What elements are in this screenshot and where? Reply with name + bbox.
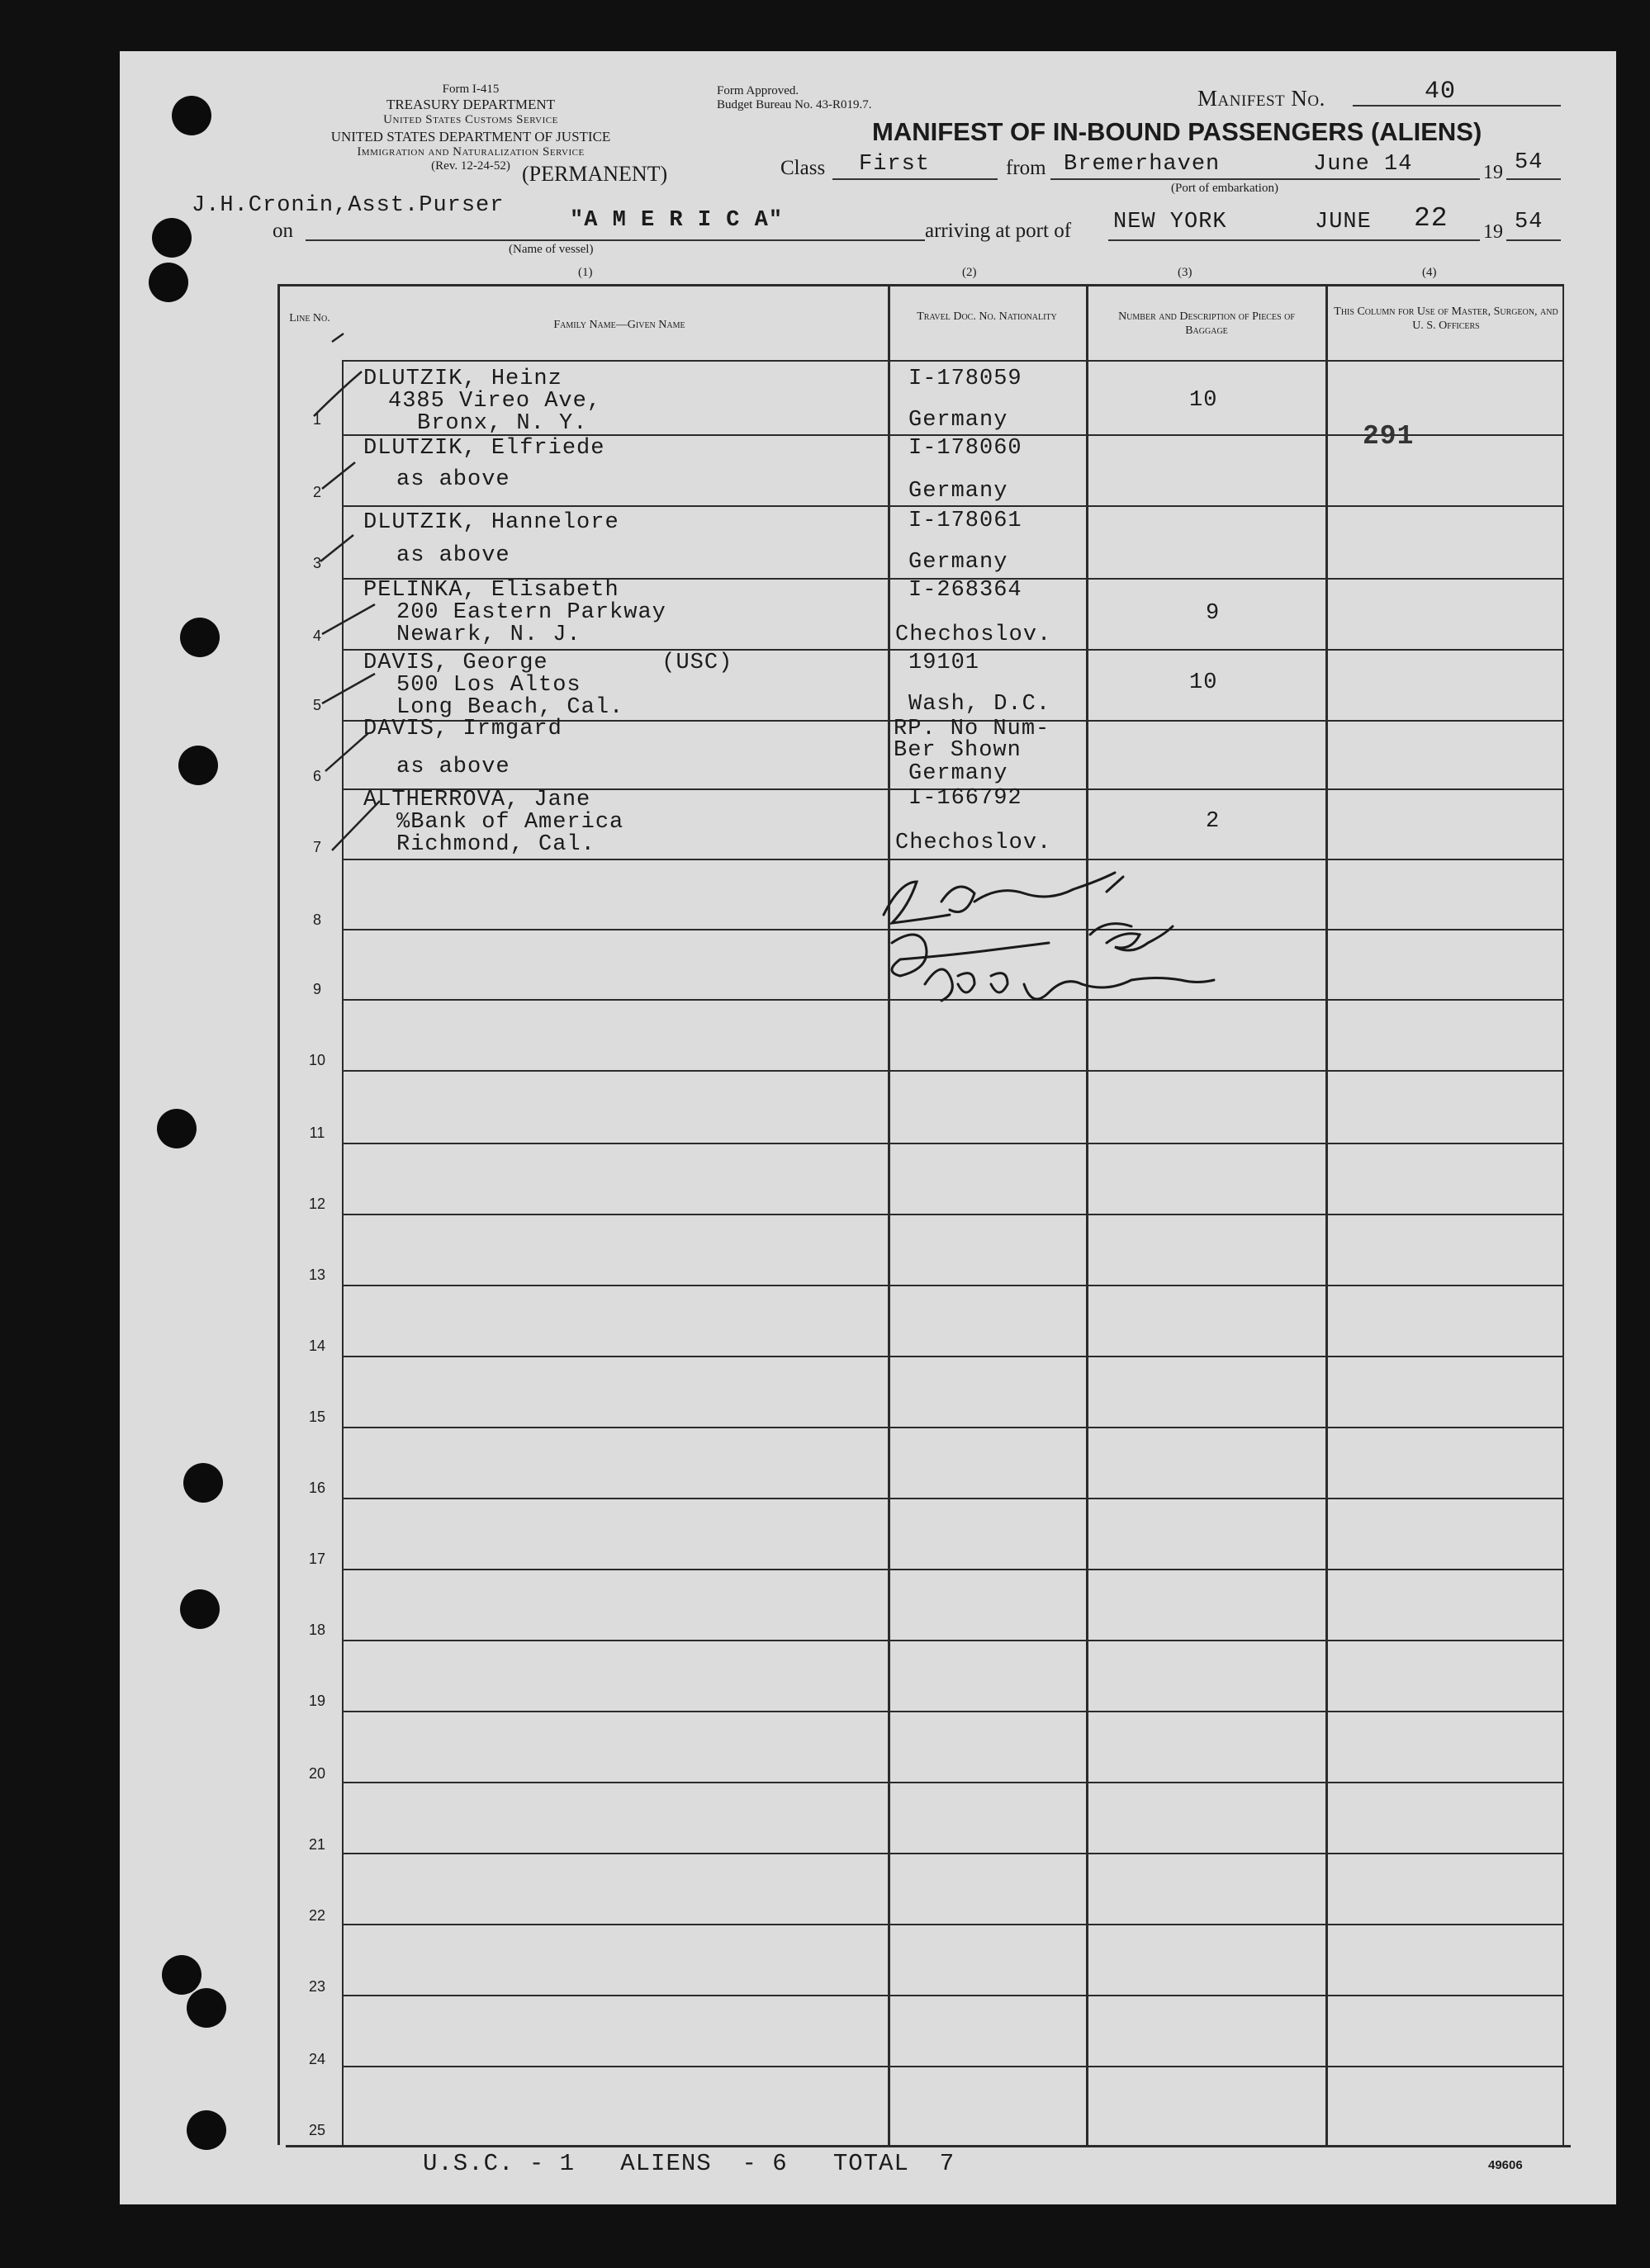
nationality: Germany <box>908 408 1008 433</box>
table-row <box>363 368 601 435</box>
passenger-name: DAVIS, Irmgard <box>363 717 562 741</box>
port-of-arrival: NEW YORK <box>1113 210 1227 234</box>
customs-service: United States Customs Service <box>383 112 558 126</box>
punch-hole <box>152 218 192 258</box>
passenger-address: Long Beach, Cal. <box>396 695 624 720</box>
passenger-address: 200 Eastern Parkway <box>396 600 666 625</box>
travel-doc-number: 19101 <box>908 651 980 675</box>
form-department-block <box>339 83 603 127</box>
line-number: 2 <box>312 484 321 500</box>
passenger-address: Newark, N. J. <box>396 623 581 647</box>
year-prefix: 19 <box>1483 162 1503 183</box>
nationality: Chechoslov. <box>895 623 1052 647</box>
baggage-count: 9 <box>1206 601 1221 626</box>
travel-doc-number: I-178060 <box>908 436 1022 461</box>
line-number: 5 <box>312 697 321 713</box>
punch-hole <box>178 746 218 785</box>
passenger-address: as above <box>396 543 510 568</box>
punch-hole <box>187 2110 226 2150</box>
approval-block <box>717 84 871 113</box>
arriving-label: arriving at port of <box>925 220 1072 242</box>
nationality: Wash, D.C. <box>908 692 1051 717</box>
line-number: 6 <box>312 768 321 784</box>
line-number: 4 <box>312 627 321 644</box>
revision-date: (Rev. 12-24-52) <box>431 159 510 173</box>
arrival-day: 22 <box>1414 203 1448 234</box>
baggage-count: 10 <box>1189 670 1218 695</box>
column-header-travel-doc: Travel Doc. No. Nationality <box>917 310 1057 323</box>
line-number: 16 <box>308 1480 326 1496</box>
punch-hole <box>157 1109 197 1148</box>
class-label: Class <box>780 157 826 179</box>
line-number: 11 <box>309 1125 325 1141</box>
official-mark: 291 <box>1363 421 1415 452</box>
passenger-address: 4385 Vireo Ave, <box>388 389 602 414</box>
column-number: (3) <box>1178 266 1192 279</box>
column-header-baggage: Number and Description of Pieces of Baggage <box>1118 310 1295 337</box>
vessel-caption: (Name of vessel) <box>509 243 594 256</box>
passenger-address: Bronx, N. Y. <box>417 411 588 436</box>
table-row <box>363 652 733 719</box>
travel-doc-number: RP. No Num- <box>894 717 1050 741</box>
doj-name: UNITED STATES DEPARTMENT OF JUSTICE <box>330 129 611 144</box>
line-number: 22 <box>308 1907 326 1924</box>
nationality: Germany <box>908 479 1008 504</box>
embarkation-date: June 14 <box>1313 152 1413 177</box>
manifest-title: MANIFEST OF IN-BOUND PASSENGERS (ALIENS) <box>872 117 1482 146</box>
arrival-year: 54 <box>1515 210 1543 234</box>
travel-doc-note: Ber Shown <box>894 738 1022 763</box>
line-number: 21 <box>308 1836 326 1853</box>
embarkation-year: 54 <box>1515 150 1543 175</box>
column-number: (2) <box>962 266 977 279</box>
line-number: 10 <box>308 1052 326 1068</box>
punch-hole <box>180 1589 220 1629</box>
punch-hole <box>183 1463 223 1503</box>
budget-bureau: Budget Bureau No. 43-R019.7. <box>717 98 872 112</box>
baggage-count: 2 <box>1206 809 1221 834</box>
inspector-signature <box>867 869 1280 1025</box>
line-number: 18 <box>308 1622 326 1638</box>
form-number: Form I-415 <box>442 83 500 96</box>
line-number: 23 <box>308 1978 326 1995</box>
passenger-address: as above <box>396 755 510 779</box>
line-number: 24 <box>308 2051 326 2067</box>
line-number: 7 <box>312 839 321 855</box>
passenger-address: as above <box>396 467 510 492</box>
department-name: TREASURY DEPARTMENT <box>386 97 556 113</box>
passenger-name: ALTHERROVA, Jane <box>363 788 591 812</box>
line-number: 25 <box>308 2122 326 2138</box>
column-header-name: Family Name—Given Name <box>553 319 685 331</box>
passenger-name: DLUTZIK, Elfriede <box>363 436 605 461</box>
line-number: 9 <box>312 981 321 997</box>
form-approved: Form Approved. <box>717 84 799 97</box>
passenger-address: %Bank of America <box>396 810 624 835</box>
travel-doc-number: I-268364 <box>908 578 1022 603</box>
column-header-official-use: This Column for Use of Master, Surgeon, and U. S. Officers <box>1334 305 1558 332</box>
on-label: on <box>273 220 293 242</box>
line-number: 19 <box>308 1693 326 1709</box>
passenger-name: PELINKA, Elisabeth <box>363 578 619 603</box>
punch-hole <box>162 1955 202 1995</box>
nationality: Germany <box>908 761 1008 786</box>
punch-hole <box>180 618 220 657</box>
passenger-address: Richmond, Cal. <box>396 832 595 857</box>
table-row <box>363 580 666 646</box>
check-marks <box>281 314 380 908</box>
passenger-totals: U.S.C. - 1 ALIENS - 6 TOTAL 7 <box>423 2150 955 2177</box>
column-header-line-no: Line No. <box>289 312 330 324</box>
manifest-number-label: Manifest No. <box>1197 86 1325 111</box>
passenger-name: DLUTZIK, Heinz <box>363 367 562 391</box>
travel-doc-number: I-178061 <box>908 509 1022 533</box>
class-value: First <box>859 152 931 177</box>
port-caption: (Port of embarkation) <box>1171 182 1278 195</box>
line-number: 1 <box>312 411 321 428</box>
nationality: Chechoslov. <box>895 831 1052 855</box>
travel-doc-number: I-178059 <box>908 367 1022 391</box>
column-number: (4) <box>1422 266 1437 279</box>
year-prefix: 19 <box>1483 221 1503 243</box>
punch-hole <box>172 96 211 135</box>
line-number: 17 <box>308 1551 326 1567</box>
purser-name: J.H.Cronin,Asst.Purser <box>192 193 505 218</box>
baggage-count: 10 <box>1189 388 1218 413</box>
passenger-name: DAVIS, George (USC) <box>363 651 733 675</box>
permanent-label: (PERMANENT) <box>522 162 668 186</box>
port-of-embarkation: Bremerhaven <box>1064 152 1221 177</box>
form-print-code: 49606 <box>1488 2158 1523 2172</box>
line-number: 8 <box>312 911 321 928</box>
travel-doc-number: I-166792 <box>908 786 1022 811</box>
punch-hole <box>149 263 188 302</box>
passenger-name: DLUTZIK, Hannelore <box>363 510 619 535</box>
line-number: 20 <box>308 1765 326 1782</box>
vessel-name: "A M E R I C A" <box>570 208 784 233</box>
passenger-address: 500 Los Altos <box>396 673 581 698</box>
line-number: 14 <box>308 1338 326 1354</box>
from-label: from <box>1006 157 1046 179</box>
column-number: (1) <box>578 266 593 279</box>
table-row <box>363 789 623 856</box>
ins-name: Immigration and Naturalization Service <box>357 144 585 159</box>
line-number: 3 <box>312 555 321 571</box>
manifest-number: 40 <box>1425 78 1457 106</box>
arrival-month: JUNE <box>1315 210 1372 234</box>
line-number: 12 <box>308 1196 326 1212</box>
line-number: 15 <box>308 1409 326 1425</box>
nationality: Germany <box>908 550 1008 575</box>
line-number: 13 <box>308 1267 326 1283</box>
punch-hole <box>187 1988 226 2028</box>
